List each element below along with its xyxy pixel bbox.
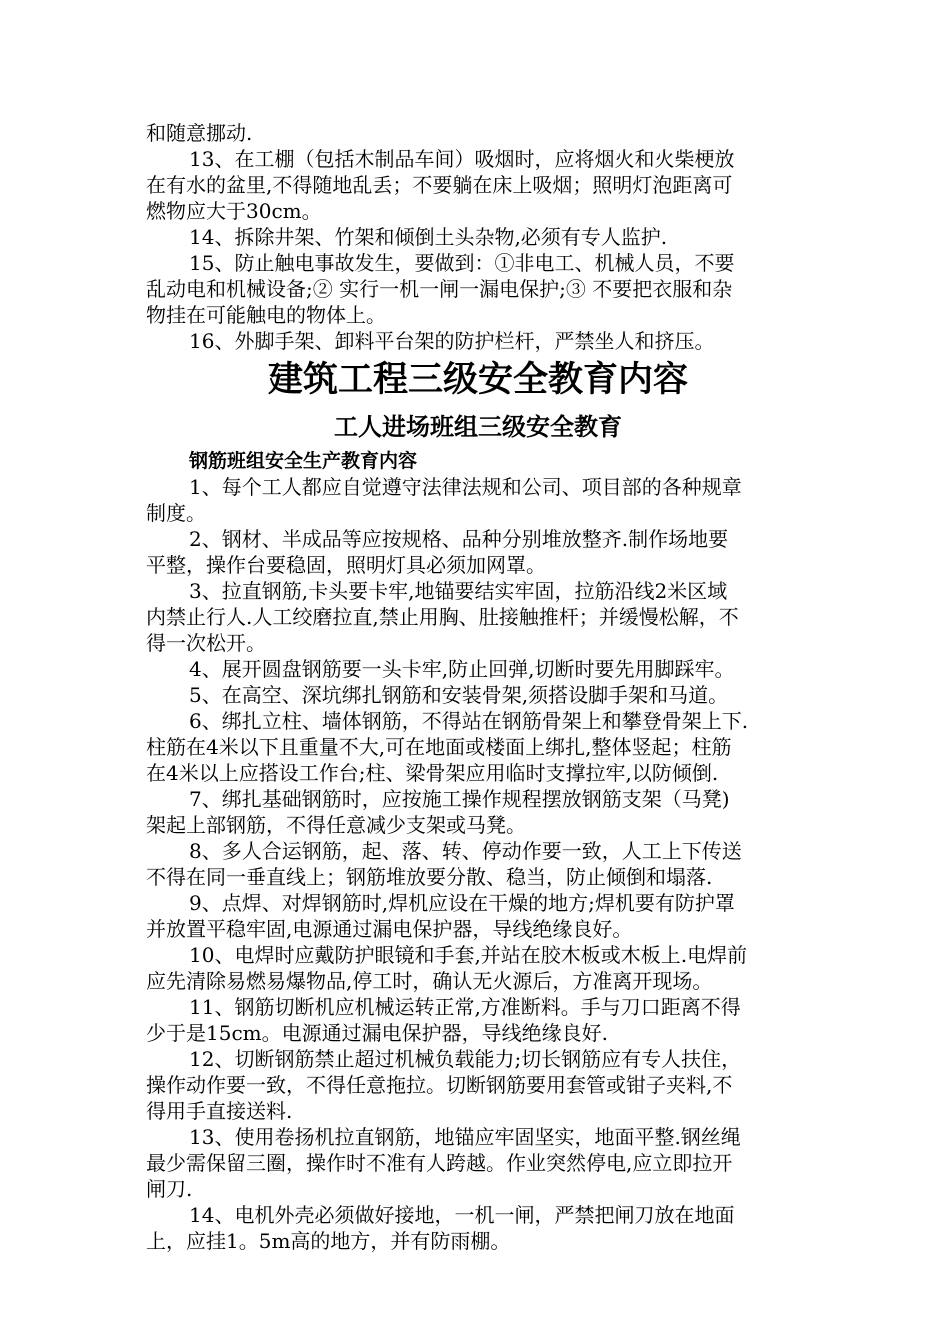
text-line: 5、在高空、深坑绑扎钢筋和安装骨架,须搭设脚手架和马道。 (189, 683, 729, 707)
text-line: 乱动电和机械设备;② 实行一机一闸一漏电保护;③ 不要把衣服和杂 (146, 277, 733, 301)
text-line: 并放置平稳牢固,电源通过漏电保护器，导线绝缘良好。 (146, 917, 633, 941)
text-line: 2、钢材、半成品等应按规格、品种分别堆放整齐.制作场地要 (189, 527, 729, 551)
text-line: 3、拉直钢筋,卡头要卡牢,地锚要结实牢固，拉筋沿线2米区域 (189, 579, 728, 603)
text-line: 8、多人合运钢筋，起、落、转、停动作要一致，人工上下传送 (189, 839, 742, 863)
text-line: 少于是15cm。电源通过漏电保护器，导线绝缘良好. (146, 1021, 608, 1045)
text-line: 4、展开圆盘钢筋要一头卡牢,防止回弹,切断时要先用脚踩牢。 (189, 657, 735, 681)
text-line: 和随意挪动. (146, 121, 253, 145)
text-line: 得用手直接送料. (146, 1099, 293, 1123)
text-line: 12、切断钢筋禁止超过机械负载能力;切长钢筋应有专人扶住， (189, 1047, 742, 1071)
text-line: 架起上部钢筋，不得任意减少支架或马凳。 (146, 813, 526, 837)
text-line: 10、电焊时应戴防护眼镜和手套,并站在胶木板或木板上.电焊前 (189, 943, 748, 967)
main-title: 建筑工程三级安全教育内容 (267, 360, 688, 400)
text-line: 6、绑扎立柱、墙体钢筋，不得站在钢筋骨架上和攀登骨架上下. (189, 709, 749, 733)
text-line: 在有水的盆里,不得随地乱丢；不要躺在床上吸烟；照明灯泡距离可 (146, 173, 733, 197)
section-heading: 钢筋班组安全生产教育内容 (189, 450, 418, 472)
text-line: 16、外脚手架、卸料平台架的防护栏杆，严禁坐人和挤压。 (189, 329, 715, 353)
text-line: 操作动作要一致，不得任意拖拉。切断钢筋要用套管或钳子夹料,不 (146, 1073, 733, 1097)
text-line: 9、点焊、对焊钢筋时,焊机应设在干燥的地方;焊机要有防护罩 (189, 891, 735, 915)
text-line: 11、钢筋切断机应机械运转正常,方准断料。手与刀口距离不得 (189, 995, 741, 1019)
text-line: 13、在工棚（包括木制品车间）吸烟时，应将烟火和火柴梗放 (189, 147, 735, 171)
text-line: 7、绑扎基础钢筋时，应按施工操作规程摆放钢筋支架（马凳) (189, 787, 730, 811)
text-line: 闸刀. (146, 1177, 193, 1201)
text-line: 物挂在可能触电的物体上。 (146, 303, 386, 327)
text-line: 应先清除易燃易爆物品,停工时，确认无火源后，方准离开现场。 (146, 969, 713, 993)
text-line: 平整，操作台要稳固，照明灯具必须加网罩。 (146, 553, 546, 577)
text-line: 14、电机外壳必须做好接地，一机一闸，严禁把闸刀放在地面 (189, 1203, 735, 1227)
text-line: 制度。 (146, 501, 206, 525)
text-line: 得一次松开。 (146, 631, 266, 655)
text-line: 燃物应大于30cm。 (146, 199, 322, 223)
text-line: 1、每个工人都应自觉遵守法律法规和公司、项目部的各种规章 (189, 475, 742, 499)
text-line: 内禁止行人.人工绞磨拉直,禁止用胸、肚接触推杆；并缓慢松解，不 (146, 605, 739, 629)
text-line: 不得在同一垂直线上；钢筋堆放要分散、稳当，防止倾倒和塌落. (146, 865, 713, 889)
text-line: 13、使用卷扬机拉直钢筋，地锚应牢固坚实，地面平整.钢丝绳 (189, 1125, 741, 1149)
sub-title: 工人进场班组三级安全教育 (334, 413, 622, 441)
text-line: 14、拆除井架、竹架和倾倒土头杂物,必须有专人监护. (189, 225, 668, 249)
text-line: 上，应挂1。5m高的地方，并有防雨棚。 (146, 1229, 511, 1253)
text-line: 柱筋在4米以下且重量不大,可在地面或楼面上绑扎,整体竖起；柱筋 (146, 735, 732, 759)
text-line: 最少需保留三圈，操作时不准有人跨越。作业突然停电,应立即拉开 (146, 1151, 733, 1175)
text-line: 在4米以上应搭设工作台;柱、梁骨架应用临时支撑拉牢,以防倾倒. (146, 761, 719, 785)
text-line: 15、防止触电事故发生，要做到：①非电工、机械人员，不要 (189, 251, 735, 275)
document-page (146, 120, 810, 1254)
